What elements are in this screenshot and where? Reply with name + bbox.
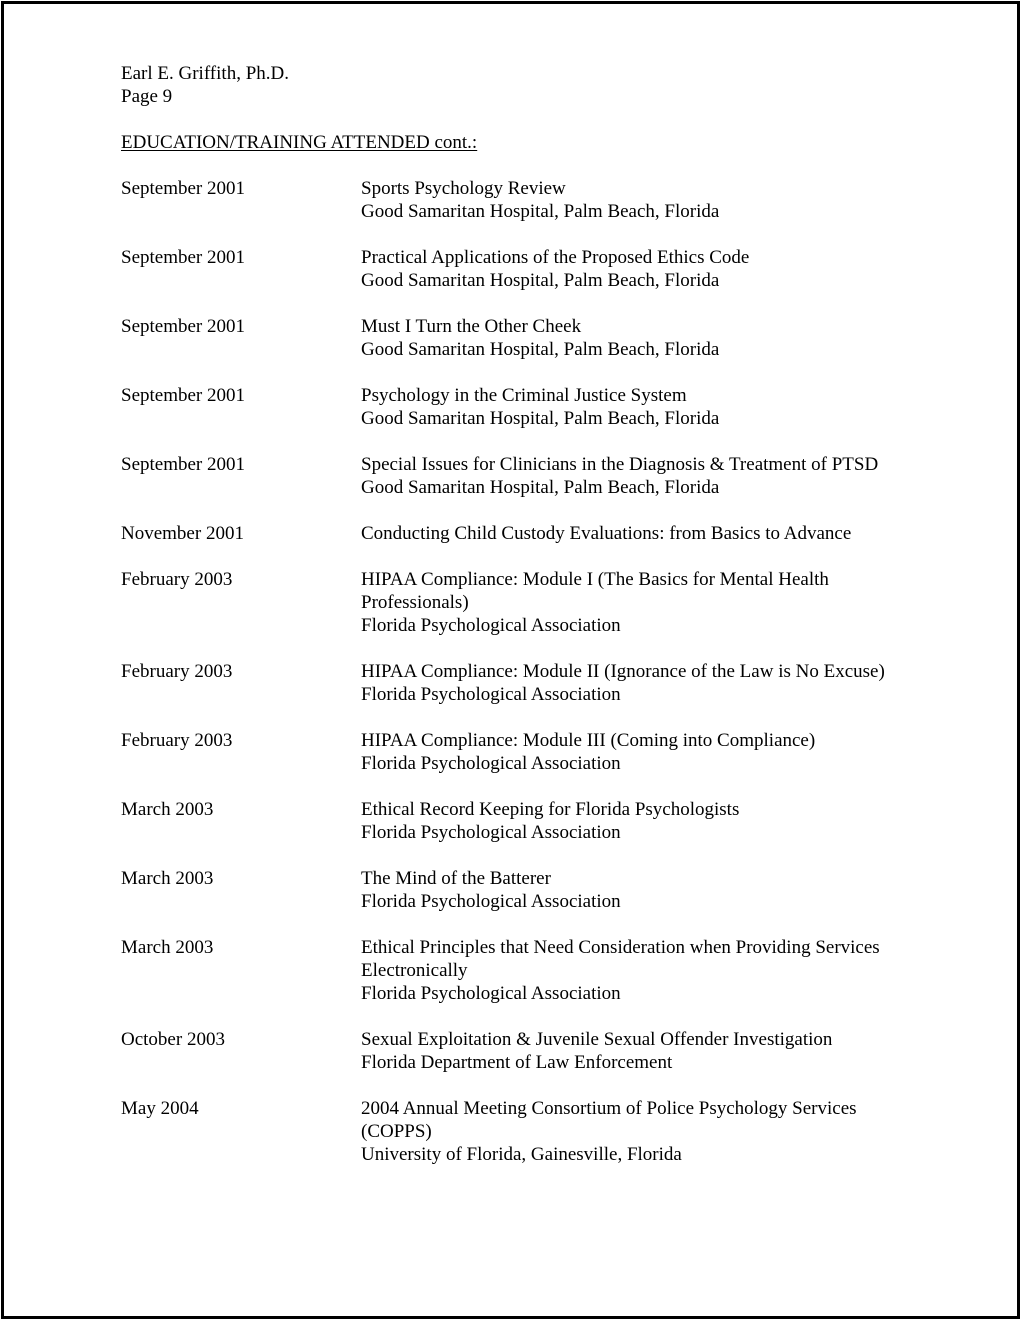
entry-details	[361, 798, 891, 844]
entry-date: May 2004	[121, 1098, 199, 1119]
entry-date: September 2001	[121, 247, 246, 268]
entries-list	[121, 177, 921, 1166]
entry-organization: Good Samaritan Hospital, Palm Beach, Florida	[361, 408, 720, 429]
document-content	[121, 62, 921, 1189]
entry-date: September 2001	[121, 454, 246, 475]
entry-organization: Good Samaritan Hospital, Palm Beach, Florida	[361, 339, 720, 360]
entry-details	[361, 729, 891, 775]
entry-title: HIPAA Compliance: Module I (The Basics for Mental Health Professionals)	[361, 569, 829, 613]
entry-details	[361, 1028, 891, 1074]
entry-details	[361, 936, 891, 1005]
entry-title: HIPAA Compliance: Module II (Ignorance of the Law is No Excuse)	[361, 661, 885, 682]
entry-organization: Florida Psychological Association	[361, 753, 621, 774]
entry-organization: Good Samaritan Hospital, Palm Beach, Florida	[361, 270, 720, 291]
entry-date: September 2001	[121, 385, 246, 406]
entry-title: The Mind of the Batterer	[361, 868, 551, 889]
entry-title: Sports Psychology Review	[361, 178, 566, 199]
entry-date: November 2001	[121, 523, 244, 544]
entry-title: Psychology in the Criminal Justice System	[361, 385, 687, 406]
entry-date: February 2003	[121, 661, 233, 682]
list-item	[121, 453, 921, 499]
entry-date: February 2003	[121, 569, 233, 590]
entry-date: October 2003	[121, 1029, 225, 1050]
entry-organization: Florida Psychological Association	[361, 822, 621, 843]
section-heading: EDUCATION/TRAINING ATTENDED cont.:	[121, 132, 478, 153]
entry-details	[361, 522, 891, 545]
entry-details	[361, 453, 891, 499]
entry-date: September 2001	[121, 316, 246, 337]
entry-organization: Florida Psychological Association	[361, 684, 621, 705]
entry-date: February 2003	[121, 730, 233, 751]
list-item	[121, 867, 921, 913]
entry-title: Practical Applications of the Proposed Ethics Code	[361, 247, 750, 268]
list-item	[121, 1028, 921, 1074]
entry-details	[361, 246, 891, 292]
list-item	[121, 177, 921, 223]
entry-organization: Good Samaritan Hospital, Palm Beach, Florida	[361, 477, 720, 498]
list-item	[121, 729, 921, 775]
entry-details	[361, 568, 891, 637]
list-item	[121, 384, 921, 430]
entry-details	[361, 660, 891, 706]
list-item	[121, 522, 921, 545]
entry-title: Must I Turn the Other Cheek	[361, 316, 582, 337]
author-name: Earl E. Griffith, Ph.D.	[121, 63, 289, 84]
entry-details	[361, 384, 891, 430]
entry-organization: Florida Psychological Association	[361, 983, 621, 1004]
entry-details	[361, 1097, 891, 1166]
entry-title: Ethical Principles that Need Consideration when Providing Services Electronically	[361, 937, 880, 981]
entry-date: March 2003	[121, 799, 214, 820]
entry-title: Sexual Exploitation & Juvenile Sexual Offender Investigation	[361, 1029, 833, 1050]
entry-organization: Florida Psychological Association	[361, 891, 621, 912]
list-item	[121, 315, 921, 361]
entry-title: Ethical Record Keeping for Florida Psychologists	[361, 799, 740, 820]
list-item	[121, 798, 921, 844]
list-item	[121, 936, 921, 1005]
page-number: Page 9	[121, 86, 173, 107]
entry-organization: Florida Psychological Association	[361, 615, 621, 636]
entry-title: 2004 Annual Meeting Consortium of Police Psychology Services (COPPS)	[361, 1098, 857, 1142]
entry-organization: Good Samaritan Hospital, Palm Beach, Florida	[361, 201, 720, 222]
list-item	[121, 246, 921, 292]
entry-title: HIPAA Compliance: Module III (Coming into Compliance)	[361, 730, 816, 751]
list-item	[121, 660, 921, 706]
entry-organization: Florida Department of Law Enforcement	[361, 1052, 673, 1073]
list-item	[121, 1097, 921, 1166]
entry-details	[361, 177, 891, 223]
entry-organization: University of Florida, Gainesville, Florida	[361, 1144, 682, 1165]
list-item	[121, 568, 921, 637]
entry-date: March 2003	[121, 868, 214, 889]
entry-details	[361, 867, 891, 913]
entry-date: March 2003	[121, 937, 214, 958]
entry-title: Special Issues for Clinicians in the Diagnosis & Treatment of PTSD	[361, 454, 879, 475]
entry-date: September 2001	[121, 178, 246, 199]
entry-title: Conducting Child Custody Evaluations: from Basics to Advance	[361, 523, 852, 544]
entry-details	[361, 315, 891, 361]
